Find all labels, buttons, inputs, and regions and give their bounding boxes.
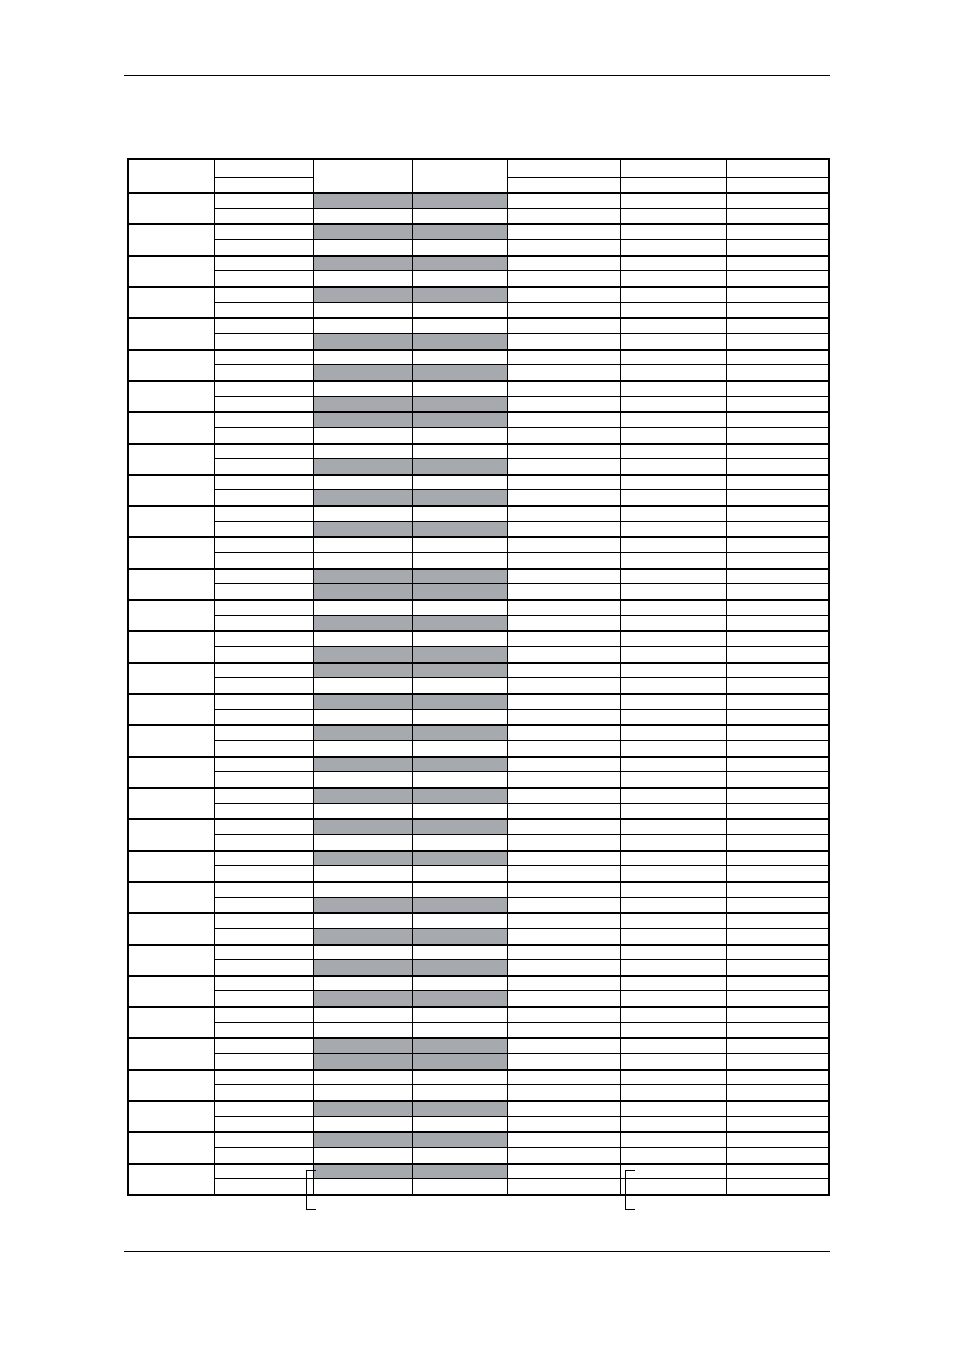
shaded-cell	[313, 662, 507, 678]
group-line	[129, 443, 828, 445]
group-line	[129, 912, 828, 914]
shaded-cell	[313, 850, 507, 866]
group-line	[129, 599, 828, 601]
shaded-cell	[313, 615, 507, 631]
sub-row-line	[214, 834, 828, 835]
group-line	[129, 975, 828, 977]
header-bottom-line	[129, 192, 828, 194]
shaded-cell	[313, 1100, 507, 1116]
group-line	[129, 818, 828, 820]
group-line	[129, 693, 828, 695]
shaded-cell	[313, 724, 507, 740]
sub-row-line	[214, 1147, 828, 1148]
sub-row-line	[214, 239, 828, 240]
shaded-cell	[313, 897, 507, 913]
group-line	[129, 1163, 828, 1165]
sub-row-line	[214, 333, 828, 334]
sub-row-line	[214, 1084, 828, 1085]
shaded-cell	[313, 255, 507, 271]
sub-row-line	[214, 897, 828, 898]
shaded-cell	[313, 756, 507, 772]
shaded-cell	[313, 396, 507, 412]
group-line	[129, 630, 828, 632]
group-line	[129, 474, 828, 476]
group-line	[129, 1100, 828, 1102]
shaded-cell	[313, 458, 507, 474]
shaded-cell	[313, 286, 507, 302]
sub-row-line	[214, 458, 828, 459]
group-line	[129, 505, 828, 507]
shaded-cell	[313, 364, 507, 380]
shaded-cell	[313, 1037, 507, 1053]
sub-row-line	[214, 521, 828, 522]
sub-row-line	[214, 1053, 828, 1054]
bracket-mark	[625, 1170, 635, 1210]
sub-row-line	[214, 208, 828, 209]
shaded-cell	[313, 818, 507, 834]
sub-row-line	[214, 990, 828, 991]
group-line	[129, 568, 828, 570]
shaded-cell	[313, 787, 507, 803]
group-line	[129, 1006, 828, 1008]
group-line	[129, 536, 828, 538]
sub-row-line	[214, 928, 828, 929]
sub-row-line	[214, 270, 828, 271]
sub-row-line	[214, 427, 828, 428]
group-line	[129, 223, 828, 225]
sub-row-line	[214, 364, 828, 365]
shaded-cell	[313, 928, 507, 944]
group-line	[129, 255, 828, 257]
sub-row-line	[214, 1116, 828, 1117]
sub-row-line	[214, 583, 828, 584]
shaded-cell	[313, 489, 507, 505]
shaded-cell	[313, 333, 507, 349]
group-line	[129, 1037, 828, 1039]
shaded-cell	[313, 646, 507, 662]
shaded-cell	[313, 223, 507, 239]
sub-row-line	[214, 615, 828, 616]
shaded-cell	[313, 693, 507, 709]
group-line	[129, 881, 828, 883]
shaded-cell	[313, 521, 507, 537]
sub-row-line	[214, 740, 828, 741]
sub-row-line	[214, 677, 828, 678]
shaded-cell	[313, 583, 507, 599]
sub-row-line	[214, 552, 828, 553]
group-line	[129, 380, 828, 382]
sub-row-line	[214, 302, 828, 303]
group-line	[129, 787, 828, 789]
sub-row-line	[214, 396, 828, 397]
group-line	[129, 411, 828, 413]
bracket-mark	[306, 1170, 316, 1210]
sub-row-line	[214, 959, 828, 960]
shaded-cell	[313, 990, 507, 1006]
sub-row-line	[214, 709, 828, 710]
group-line	[129, 724, 828, 726]
group-line	[129, 317, 828, 319]
shaded-cell	[313, 959, 507, 975]
shaded-cell	[313, 1131, 507, 1147]
group-line	[129, 1069, 828, 1071]
sub-row-line	[214, 771, 828, 772]
group-line	[129, 349, 828, 351]
header-subrow-line	[507, 177, 828, 178]
group-line	[129, 662, 828, 664]
sub-row-line	[214, 646, 828, 647]
shaded-cell	[313, 568, 507, 584]
footer-rule	[124, 1251, 830, 1252]
sub-row-line	[214, 865, 828, 866]
group-line	[129, 756, 828, 758]
header-subrow-line	[214, 177, 313, 178]
shaded-cell	[313, 411, 507, 427]
sub-row-line	[214, 1022, 828, 1023]
shaded-cell	[313, 192, 507, 208]
header-rule	[124, 75, 830, 76]
group-line	[129, 850, 828, 852]
sub-row-line	[214, 489, 828, 490]
group-line	[129, 1131, 828, 1133]
data-table	[127, 158, 830, 1196]
group-line	[129, 286, 828, 288]
sub-row-line	[214, 803, 828, 804]
group-line	[129, 944, 828, 946]
shaded-cell	[313, 1163, 507, 1179]
shaded-cell	[313, 1053, 507, 1069]
